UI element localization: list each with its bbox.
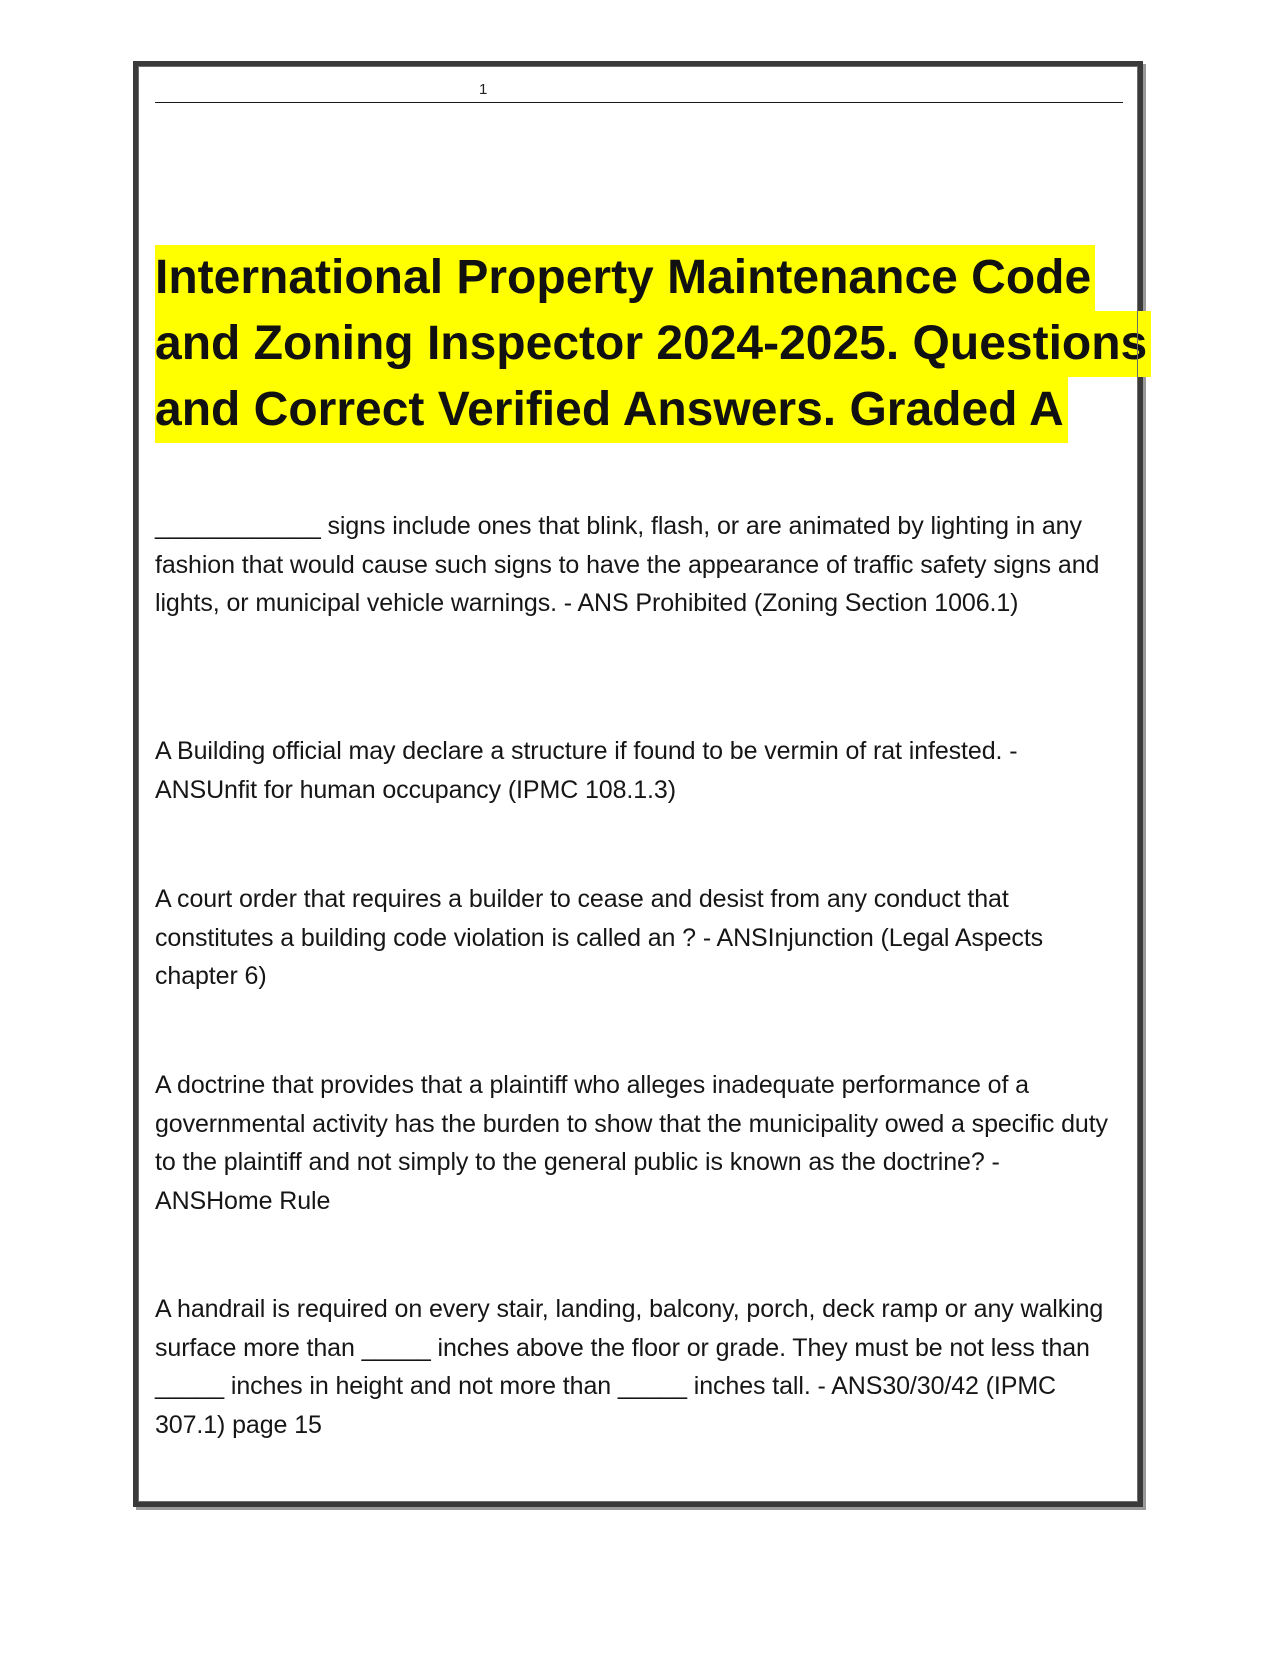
qa-item: A doctrine that provides that a plaintiff who alleges inadequate performance of a governmental activity has the burden to show that the municipality owed a specific duty to the plaintiff and not simply to the general public is known as the doctrine? - ANSHome Rule (155, 1071, 1108, 1215)
qa-item: A court order that requires a builder to cease and desist from any conduct that constitutes a building code violation is called an ? - ANSInjunction (Legal Aspects chapter 6) (155, 885, 1044, 990)
qa-item: ____________ signs include ones that blink, flash, or are animated by lighting in any fashion that would cause such signs to have the appearance of traffic safety signs and lights, or municipal vehicle warnings. - ANS Prohibited (Zoning Section 1006.1) (155, 512, 1100, 617)
header-rule (155, 102, 1123, 103)
title-line: and Zoning Inspector 2024-2025. Questions (155, 311, 1151, 377)
qa-item: A handrail is required on every stair, landing, balcony, porch, deck ramp or any walking surface more than _____ inches above the floor or grade. They must be not less than _____ inches in height and not more than _____ inches tall. - ANS30/30/42 (IPMC 307.1) page 15 (155, 1295, 1104, 1439)
page-number: 1 (479, 81, 488, 98)
title-line: International Property Maintenance Code (155, 245, 1095, 311)
title-line: and Correct Verified Answers. Graded A (155, 377, 1068, 443)
qa-item: A Building official may declare a structure if found to be vermin of rat infested. - ANSUnfit for human occupancy (IPMC 108.1.3) (155, 737, 1018, 804)
document-page (133, 61, 1148, 1507)
document-title (155, 245, 1148, 443)
